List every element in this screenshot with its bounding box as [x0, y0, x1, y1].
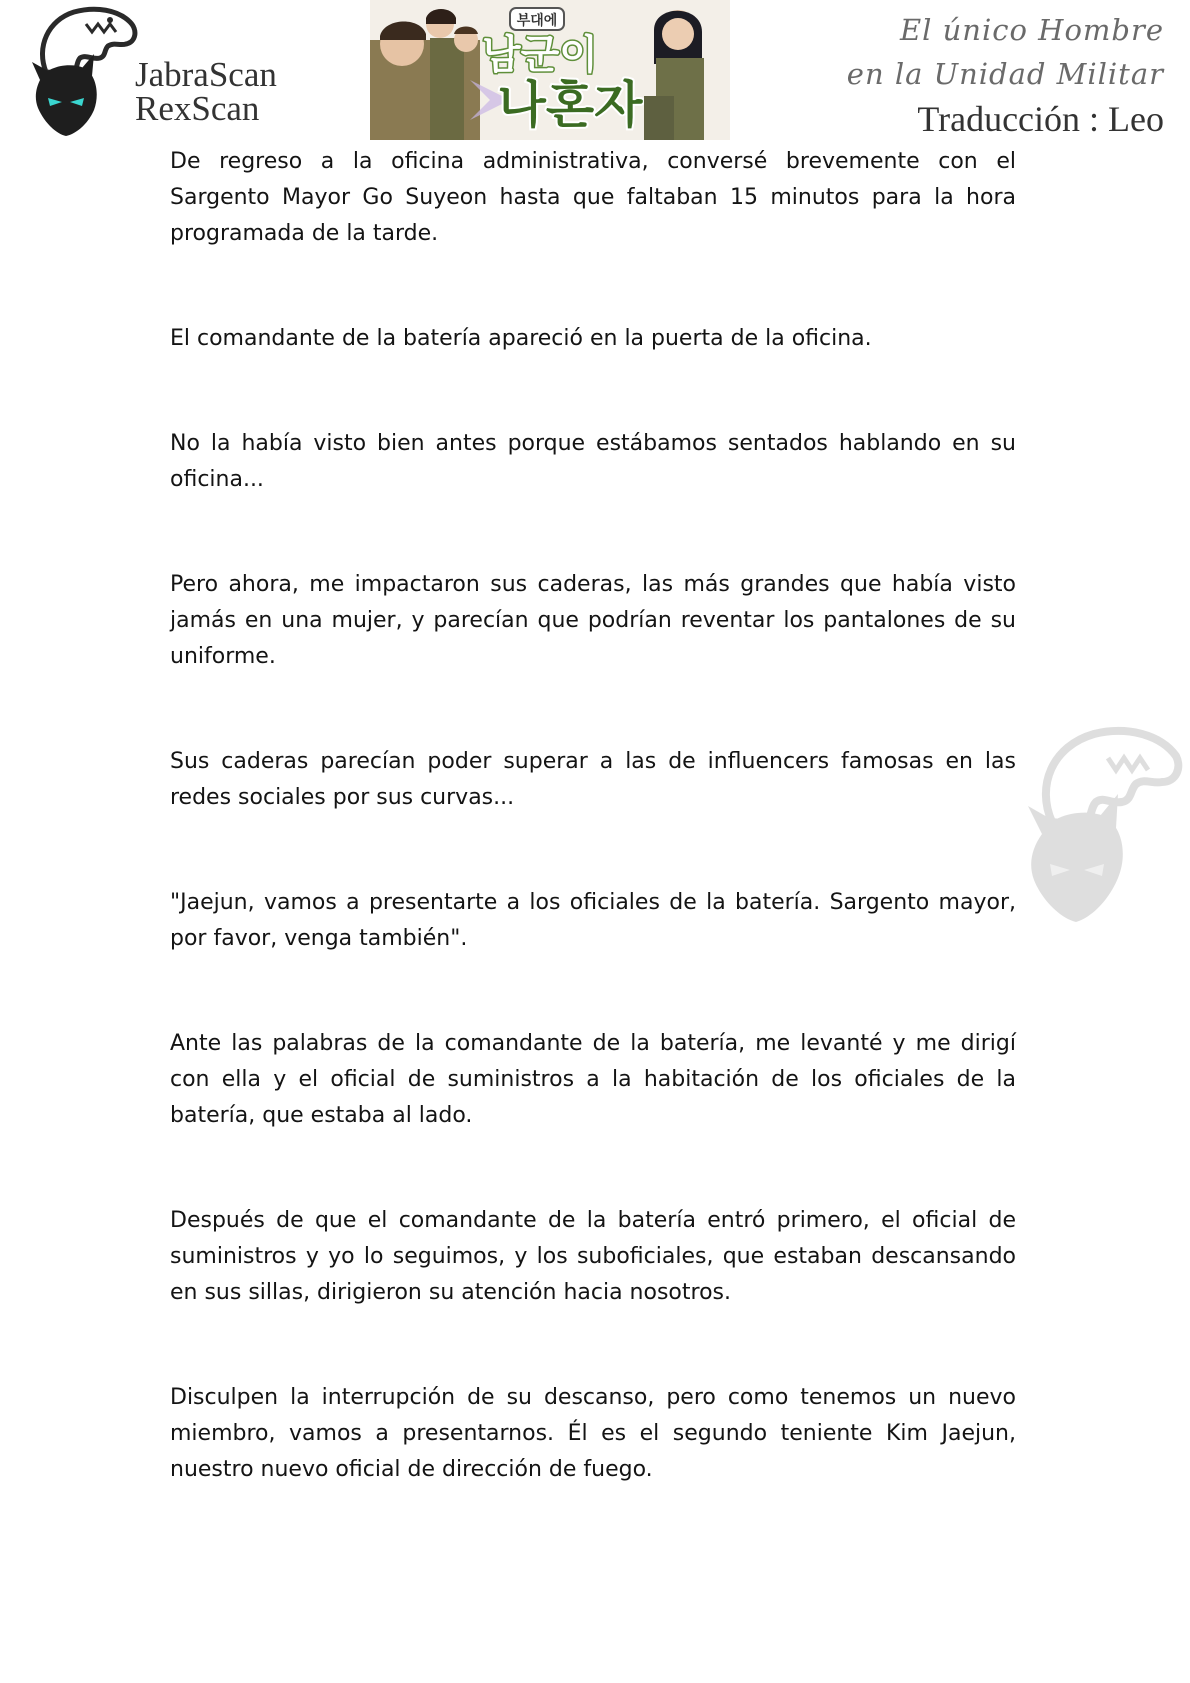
series-title-block	[847, 8, 1164, 142]
cover-badge-text: 부대에	[516, 13, 558, 29]
series-title-line-1: El único Hombre	[899, 13, 1164, 47]
paragraph: El comandante de la batería apareció en la puerta de la oficina.	[170, 326, 872, 351]
cover-title-line-2: 나혼자	[497, 76, 643, 134]
cover-title-line-1: 남군이	[482, 32, 598, 78]
paragraph: Disculpen la interrupción de su descanso, pero como tenemos un nuevo miembro, vamos a presentarnos. Él es el segundo teniente Kim Jaejun, nuestro nuevo oficial de dirección de fuego.	[170, 1385, 1016, 1482]
paragraph: "Jaejun, vamos a presentarte a los oficiales de la batería. Sargento mayor, por favor, venga también".	[170, 890, 1016, 951]
dinosaur-watermark-icon	[1012, 722, 1184, 942]
scan-group-brand	[135, 55, 277, 128]
chapter-text	[170, 140, 1016, 1488]
cover-art-image	[370, 0, 730, 140]
paragraph: Sus caderas parecían poder superar a las de influencers famosas en las redes sociales por sus curvas...	[170, 749, 1016, 810]
brand-line-2: RexScan	[135, 89, 260, 128]
paragraph: No la había visto bien antes porque estábamos sentados hablando en su oficina...	[170, 431, 1016, 492]
page-header	[0, 0, 1190, 140]
paragraph: Después de que el comandante de la batería entró primero, el oficial de suministros y yo lo seguimos, y los suboficiales, que estaban descansando en sus sillas, dirigieron su atención hacia nosotros.	[170, 1208, 1016, 1305]
paragraph: Ante las palabras de la comandante de la batería, me levanté y me dirigí con ella y el oficial de suministros a la habitación de los oficiales de la batería, que estaba al lado.	[170, 1031, 1016, 1128]
series-title-line-2: en la Unidad Militar	[846, 57, 1164, 91]
paragraph: De regreso a la oficina administrativa, conversé brevemente con el Sargento Mayor Go Suyeon hasta que faltaban 15 minutos para la hora programada de la tarde.	[170, 149, 1016, 246]
paragraph: Pero ahora, me impactaron sus caderas, las más grandes que había visto jamás en una mujer, y parecían que podrían reventar los pantalones de su uniforme.	[170, 572, 1016, 669]
brand-line-1: JabraScan	[135, 55, 277, 94]
dinosaur-logo-icon	[26, 2, 144, 138]
translator-credit: Traducción : Leo	[917, 99, 1164, 139]
